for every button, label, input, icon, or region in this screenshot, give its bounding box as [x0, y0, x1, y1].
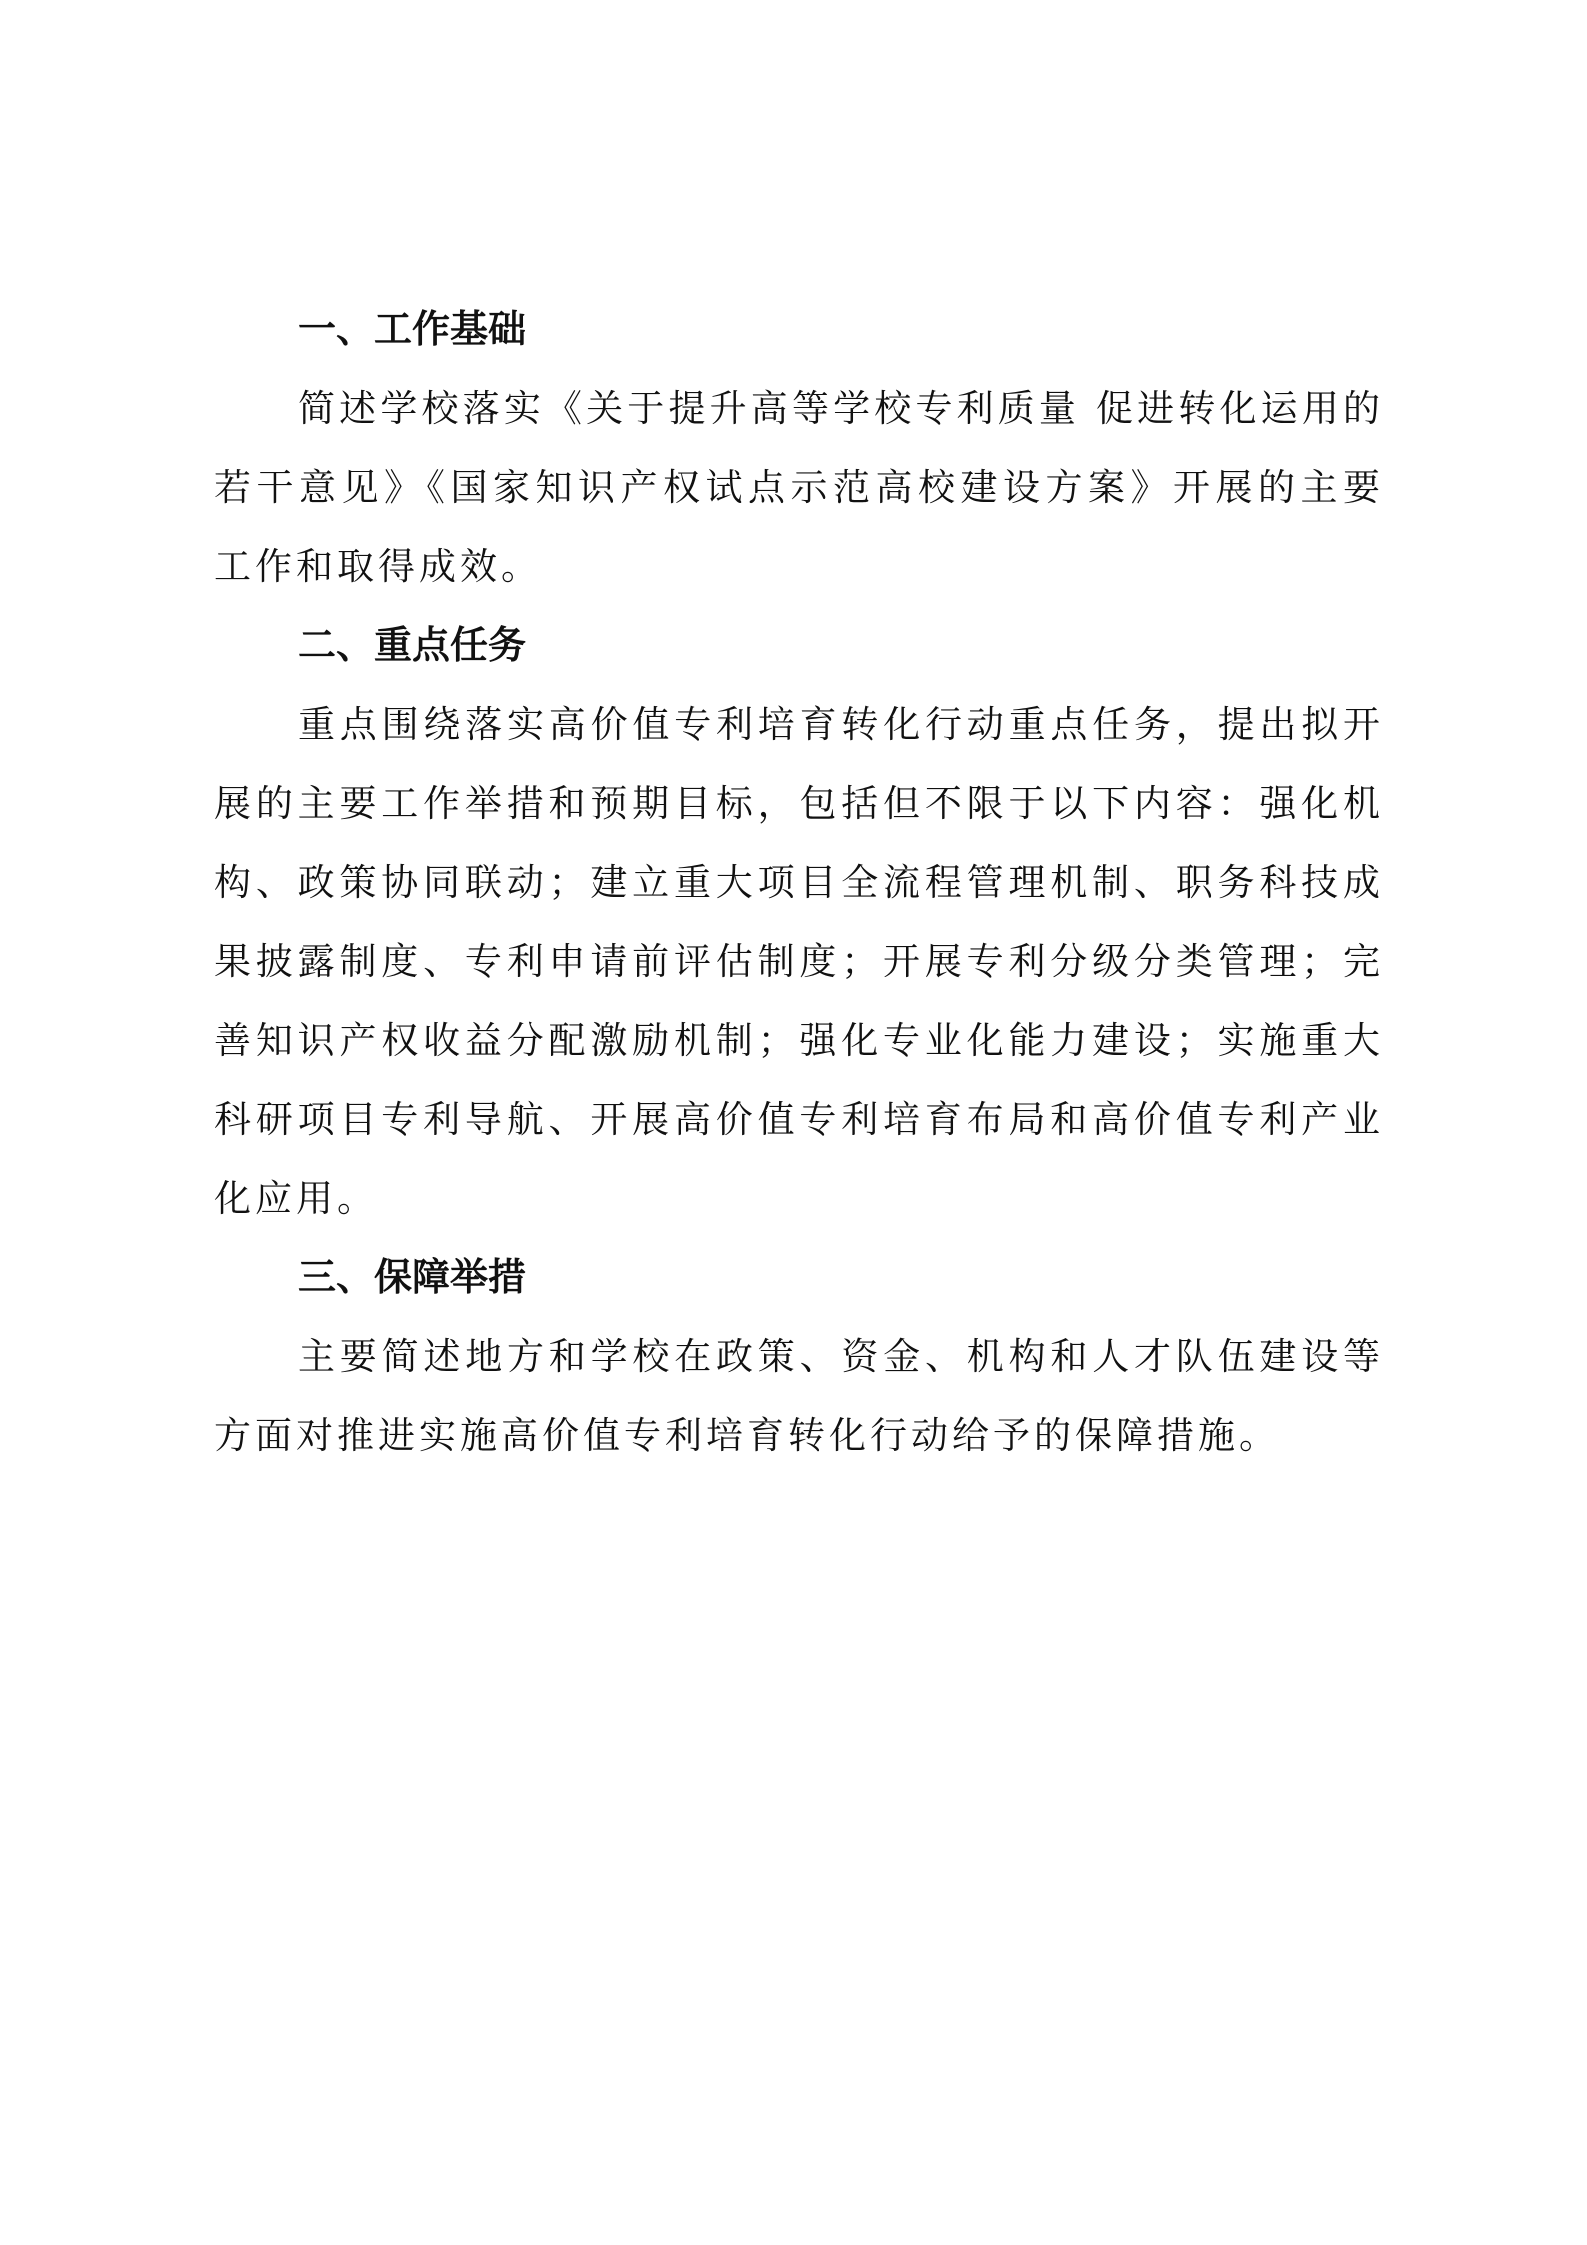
section-heading-key-tasks: 二、重点任务 — [298, 623, 527, 667]
document-content — [214, 290, 1384, 1475]
section-body-key-tasks: 重点围绕落实高价值专利培育转化行动重点任务，提出拟开展的主要工作举措和预期目标，包括但不限于以下内容：强化机构、政策协同联动；建立重大项目全流程管理机制、职务科技成果披露制度、专利申请前评估制度；开展专利分级分类管理；完善知识产权收益分配激励机制；强化专业化能力建设；实施重大科研项目专利导航、开展高价值专利培育布局和高价值专利产业化应用。 — [214, 703, 1384, 1220]
section-body-safeguard-measures: 主要简述地方和学校在政策、资金、机构和人才队伍建设等方面对推进实施高价值专利培育转化行动给予的保障措施。 — [214, 1335, 1384, 1457]
section-body-work-foundation: 简述学校落实《关于提升高等学校专利质量 促进转化运用的若干意见》《国家知识产权试点示范高校建设方案》开展的主要工作和取得成效。 — [214, 387, 1384, 588]
section-heading-safeguard-measures: 三、保障举措 — [298, 1255, 527, 1299]
section-heading-work-foundation: 一、工作基础 — [298, 307, 527, 351]
